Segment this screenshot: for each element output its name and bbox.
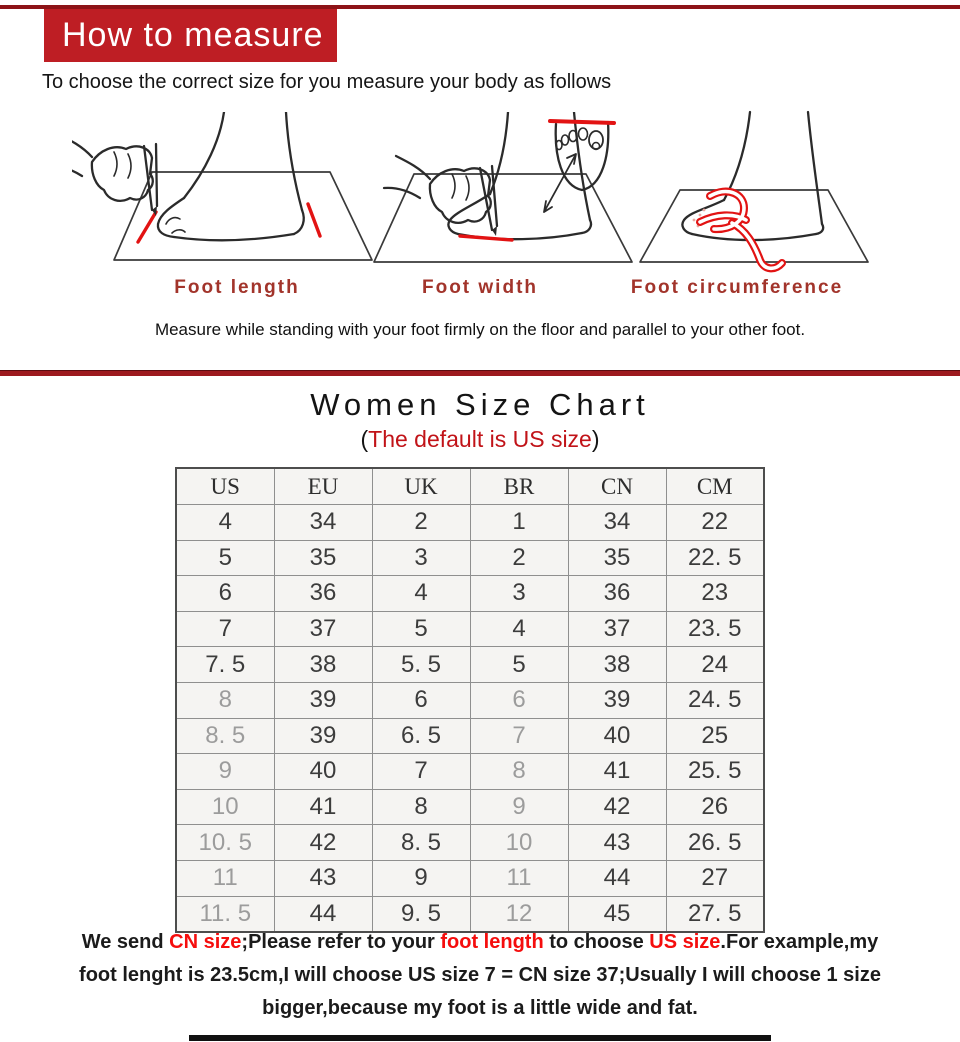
size-cell: 37 <box>274 611 372 647</box>
size-cell: 44 <box>274 896 372 932</box>
note-text: bigger,because my foot is a little wide and fat. <box>262 997 698 1019</box>
foot-circumference-label: Foot circumference <box>630 277 844 298</box>
table-row <box>176 647 764 683</box>
note-highlight: US size <box>649 931 721 953</box>
size-cell: 8. 5 <box>372 825 470 861</box>
size-cell: 6 <box>372 682 470 718</box>
table-row <box>176 682 764 718</box>
size-cell: 11 <box>470 860 568 896</box>
size-cell: 9 <box>176 754 274 790</box>
size-cell: 7 <box>372 754 470 790</box>
note-text: to choose <box>543 931 650 953</box>
size-cell: 39 <box>274 682 372 718</box>
table-row <box>176 718 764 754</box>
size-cell: 35 <box>568 540 666 576</box>
standing-instruction: Measure while standing with your foot firmly on the floor and parallel to your other foot. <box>154 320 806 339</box>
column-header: UK <box>372 468 470 505</box>
size-chart-subtitle <box>0 426 960 453</box>
note-text: foot lenght is 23.5cm,I will choose US size 7 = CN size 37;Usually I will choose 1 size <box>79 964 881 986</box>
size-cell: 5. 5 <box>372 647 470 683</box>
size-cell: 41 <box>274 789 372 825</box>
size-cell: 6 <box>176 576 274 612</box>
size-cell: 2 <box>372 505 470 541</box>
subtitle-paren-open: ( <box>360 426 369 452</box>
size-cell: 34 <box>274 505 372 541</box>
size-cell: 7 <box>470 718 568 754</box>
size-cell: 3 <box>372 540 470 576</box>
table-row <box>176 789 764 825</box>
size-cell: 8 <box>176 682 274 718</box>
foot-circumference-illustration-icon <box>532 110 902 278</box>
bottom-note <box>0 926 960 1025</box>
table-row <box>176 754 764 790</box>
size-cell: 22 <box>666 505 764 541</box>
size-cell: 10 <box>470 825 568 861</box>
note-line <box>0 992 960 1025</box>
size-cell: 38 <box>568 647 666 683</box>
note-highlight: foot length <box>440 931 544 953</box>
note-text: ;Please refer to your <box>241 931 441 953</box>
size-cell: 5 <box>372 611 470 647</box>
size-cell: 5 <box>176 540 274 576</box>
size-cell: 11 <box>176 860 274 896</box>
table-row <box>176 540 764 576</box>
table-row <box>176 860 764 896</box>
size-cell: 40 <box>274 754 372 790</box>
section-divider-line <box>0 370 960 376</box>
table-row <box>176 611 764 647</box>
note-line <box>0 959 960 992</box>
size-cell: 9. 5 <box>372 896 470 932</box>
size-cell: 38 <box>274 647 372 683</box>
column-header: US <box>176 468 274 505</box>
size-cell: 5 <box>470 647 568 683</box>
size-cell: 36 <box>568 576 666 612</box>
size-cell: 22. 5 <box>666 540 764 576</box>
size-cell: 35 <box>274 540 372 576</box>
page-title: How to measure <box>62 16 324 54</box>
size-cell: 26 <box>666 789 764 825</box>
size-cell: 6 <box>470 682 568 718</box>
size-cell: 24. 5 <box>666 682 764 718</box>
size-cell: 43 <box>274 860 372 896</box>
note-highlight: CN size <box>169 931 242 953</box>
note-text: We send <box>81 931 170 953</box>
size-table-header <box>176 468 764 505</box>
size-cell: 23 <box>666 576 764 612</box>
column-header: BR <box>470 468 568 505</box>
size-cell: 40 <box>568 718 666 754</box>
size-cell: 42 <box>274 825 372 861</box>
table-row <box>176 825 764 861</box>
size-cell: 43 <box>568 825 666 861</box>
size-cell: 3 <box>470 576 568 612</box>
size-cell: 36 <box>274 576 372 612</box>
size-cell: 2 <box>470 540 568 576</box>
size-cell: 37 <box>568 611 666 647</box>
size-table-body <box>176 505 764 933</box>
size-cell: 27 <box>666 860 764 896</box>
table-row <box>176 576 764 612</box>
size-cell: 10. 5 <box>176 825 274 861</box>
size-cell: 8 <box>470 754 568 790</box>
size-cell: 41 <box>568 754 666 790</box>
size-conversion-table <box>175 467 765 933</box>
measure-subtitle: To choose the correct size for you measure your body as follows <box>42 71 612 93</box>
note-line <box>0 926 960 959</box>
bottom-divider-bar <box>189 1035 771 1041</box>
header-row <box>176 468 764 505</box>
column-header: CN <box>568 468 666 505</box>
size-cell: 42 <box>568 789 666 825</box>
size-cell: 44 <box>568 860 666 896</box>
size-cell: 1 <box>470 505 568 541</box>
column-header: EU <box>274 468 372 505</box>
note-text: .For example,my <box>720 931 879 953</box>
size-cell: 7. 5 <box>176 647 274 683</box>
size-cell: 7 <box>176 611 274 647</box>
size-cell: 6. 5 <box>372 718 470 754</box>
size-cell: 25 <box>666 718 764 754</box>
size-cell: 8. 5 <box>176 718 274 754</box>
foot-width-label: Foot width <box>421 277 539 298</box>
size-cell: 4 <box>176 505 274 541</box>
size-cell: 26. 5 <box>666 825 764 861</box>
foot-length-label: Foot length <box>174 277 300 298</box>
size-cell: 9 <box>372 860 470 896</box>
table-row <box>176 505 764 541</box>
size-cell: 4 <box>372 576 470 612</box>
size-cell: 39 <box>568 682 666 718</box>
size-cell: 25. 5 <box>666 754 764 790</box>
subtitle-paren-close: ) <box>591 426 600 452</box>
size-cell: 10 <box>176 789 274 825</box>
size-cell: 34 <box>568 505 666 541</box>
size-cell: 8 <box>372 789 470 825</box>
size-cell: 45 <box>568 896 666 932</box>
size-cell: 12 <box>470 896 568 932</box>
size-cell: 23. 5 <box>666 611 764 647</box>
subtitle-highlight: The default is US size <box>368 426 592 452</box>
size-cell: 24 <box>666 647 764 683</box>
size-cell: 9 <box>470 789 568 825</box>
column-header: CM <box>666 468 764 505</box>
size-cell: 39 <box>274 718 372 754</box>
how-to-measure-banner <box>44 9 337 62</box>
size-cell: 27. 5 <box>666 896 764 932</box>
size-cell: 4 <box>470 611 568 647</box>
size-chart-title: Women Size Chart <box>310 387 650 422</box>
size-cell: 11. 5 <box>176 896 274 932</box>
